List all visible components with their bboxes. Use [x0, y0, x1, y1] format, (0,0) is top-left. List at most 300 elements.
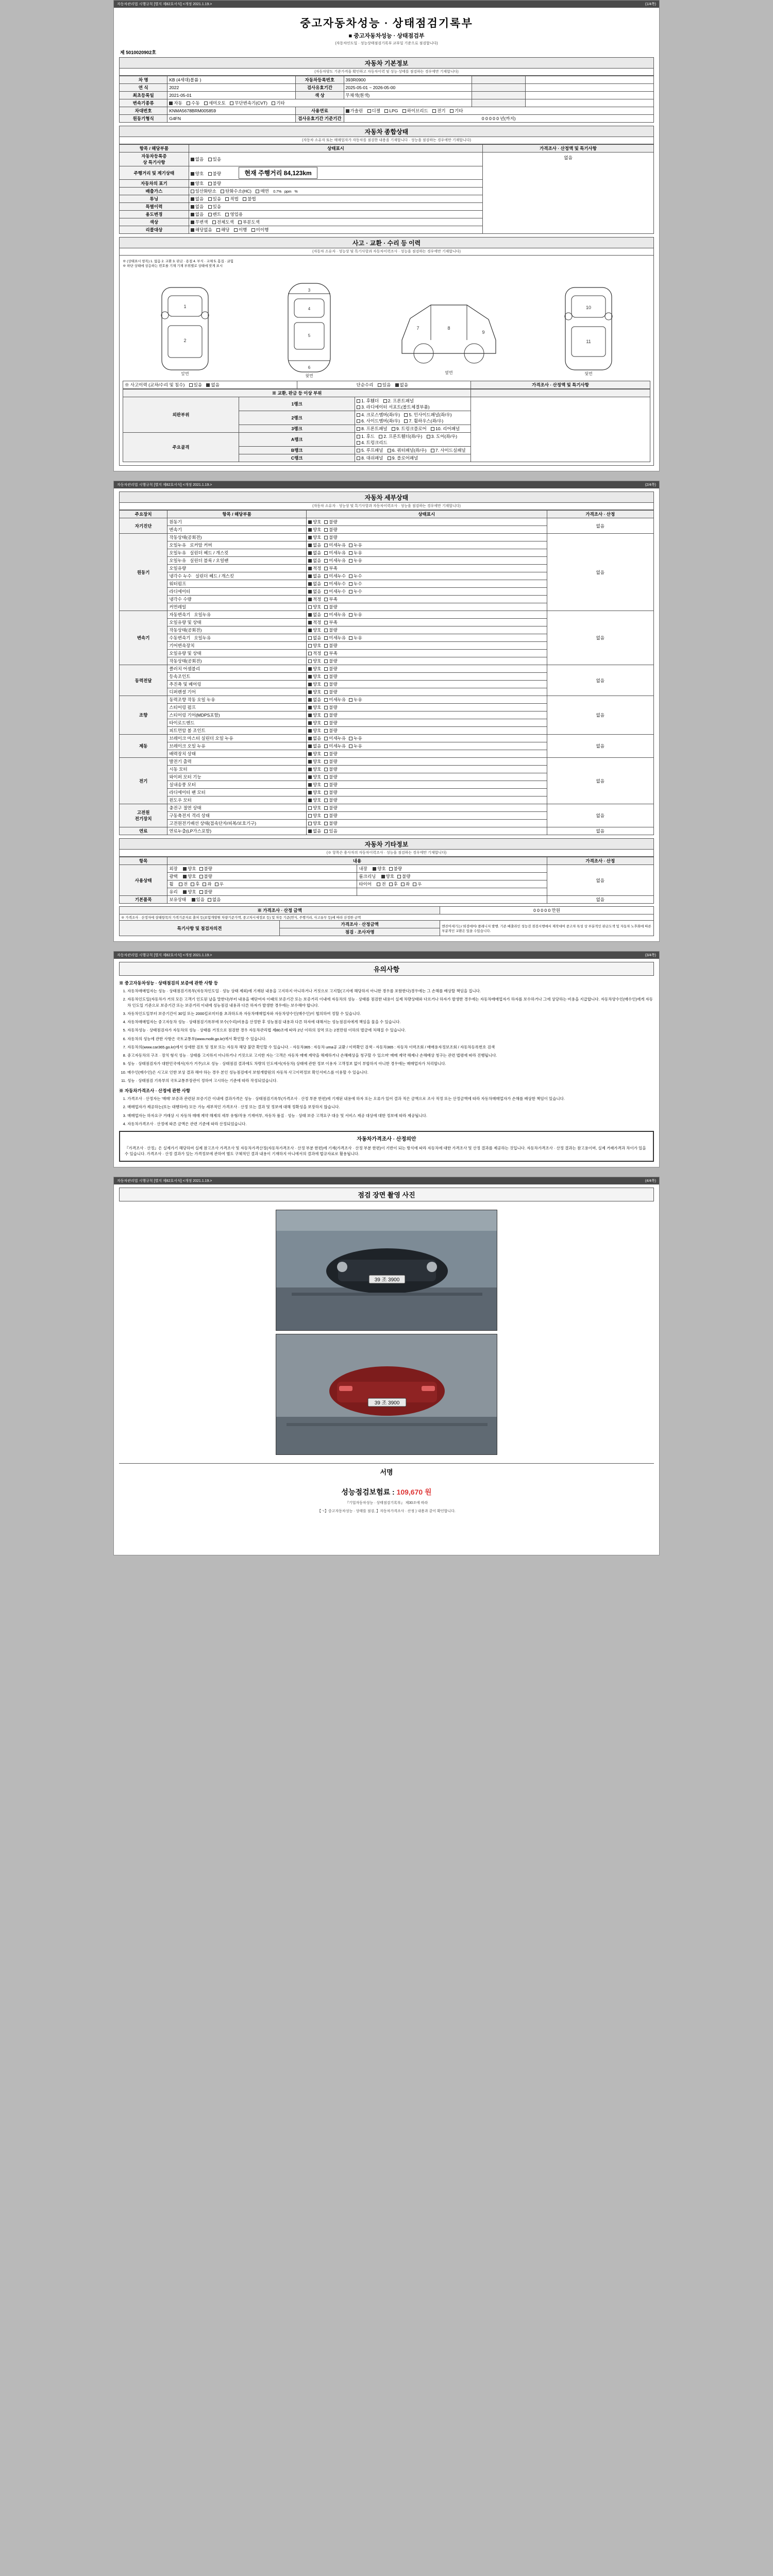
value-fuel	[344, 107, 653, 115]
checkbox-pa-bad[interactable]: 불량	[324, 727, 337, 734]
state-oil-rocker	[306, 541, 547, 549]
checkbox-hw-good[interactable]: 양호	[308, 820, 321, 826]
checkbox-chead-none[interactable]: 없음	[308, 573, 321, 579]
checkbox-frame-1[interactable]: 1. 후드	[357, 433, 375, 439]
price-summary-note: ※ 가격조사 · 산정자에 상태항목의 가격기준자료 출처 등(보험개발원 차량기준가액, 중고차시세정보 등) 및 차등 기준(연식, 주행거리, 사고유무 등)에 따라 산정한 금액	[120, 914, 654, 921]
state-hv-wiring	[306, 820, 547, 827]
rank-1-items	[355, 397, 471, 411]
checkbox-atl-ok[interactable]: 적정	[308, 619, 321, 625]
plate-text-rear: 39 조 3900	[374, 1400, 400, 1406]
notice-list-2	[119, 1096, 654, 1127]
page-1	[113, 0, 660, 471]
checkbox-wi-bad[interactable]: 불량	[324, 774, 337, 780]
checkbox-history-none[interactable]: 없음	[191, 204, 204, 210]
checkbox-accident-no[interactable]: 없음	[206, 382, 219, 388]
checkbox-simple-no[interactable]: 없음	[395, 382, 408, 388]
checkbox-diff-bad[interactable]: 불량	[324, 689, 337, 695]
checkbox-trans-diag-good[interactable]: 양호	[308, 527, 321, 533]
page-topbar	[114, 1, 659, 8]
checkbox-part-5[interactable]: 5. 인사이드패널(좌/우)	[404, 412, 451, 418]
page-4	[113, 1177, 660, 1555]
state-steering-pump	[306, 704, 547, 711]
value-vin: KNMA5678BRM005859	[167, 107, 296, 115]
checkbox-wp-fine[interactable]: 미세누수	[324, 581, 346, 587]
checkbox-cv-bad[interactable]: 불량	[324, 673, 337, 680]
group-exterior-panel: 외판부위	[123, 397, 239, 433]
item-glass-blank	[357, 888, 547, 896]
row-label-special-history: 특별이력	[120, 203, 189, 211]
checkbox-alt-bad[interactable]: 불량	[324, 758, 337, 765]
checkbox-recall-na[interactable]: 해당없음	[191, 227, 212, 233]
checkbox-clutch-good[interactable]: 양호	[308, 666, 321, 672]
label-fuel: 사용연료	[296, 107, 344, 115]
checkbox-usage-business[interactable]: 영업용	[225, 211, 243, 217]
etc-info-table	[119, 857, 654, 904]
group-usage: 사용상태	[120, 865, 167, 896]
checkbox-mileage-good[interactable]: 양호	[191, 171, 204, 177]
checkbox-trans-diag-bad[interactable]: 불량	[324, 527, 337, 533]
group-transmission: 변속기	[120, 611, 167, 665]
checkbox-fl-none[interactable]: 없음	[308, 828, 321, 834]
item-glass: 유리 양호 불량	[167, 888, 357, 896]
car-diagram-front	[146, 278, 224, 379]
checkbox-fuel-diesel[interactable]: 디젤	[367, 108, 380, 114]
checkbox-cr-bad[interactable]: 불량	[324, 604, 337, 610]
checkbox-part-10[interactable]: 10. 리어패널	[431, 426, 460, 432]
checkbox-fl-yes[interactable]: 있음	[324, 828, 337, 834]
checkbox-at-none[interactable]: 없음	[308, 612, 321, 618]
checkbox-st-bad[interactable]: 불량	[324, 766, 337, 772]
checkbox-cp-good[interactable]: 양호	[308, 805, 321, 811]
label-std-period: 검사유효기간 기준기간	[296, 115, 344, 123]
checkbox-fuel-gasoline[interactable]: 가솔린	[346, 108, 363, 114]
checkbox-history-yes[interactable]: 있음	[208, 204, 221, 210]
notice-item: 3. 자동차인도일부터 보증기간이 30일 또는 2000킬로미터를 초과하도록 자동차매매업자와 자동차양수인(매수인)이 협의하여 정할 수 있습니다.	[127, 1011, 654, 1016]
state-clutch	[306, 665, 547, 673]
state-coolant-head	[306, 572, 547, 580]
label-blank3	[472, 92, 526, 99]
checkbox-engine-diag-good[interactable]: 양호	[308, 519, 321, 525]
item-roomcleaning: 룸크리닝 양호 불량	[357, 873, 547, 880]
checkbox-frame-5[interactable]: 5. 루프패널	[357, 447, 383, 453]
checkbox-wp-leak[interactable]: 누수	[349, 581, 362, 587]
item-gloss: 광택 양호 불량	[167, 873, 357, 880]
checkbox-diff-good[interactable]: 양호	[308, 689, 321, 695]
svg-text:7: 7	[416, 326, 419, 331]
table-row	[120, 115, 654, 123]
checkbox-bo-none[interactable]: 없음	[308, 743, 321, 749]
value-year: 2022	[167, 84, 296, 92]
checkbox-ds-bad[interactable]: 불량	[324, 681, 337, 687]
checkbox-sp-good[interactable]: 양호	[308, 704, 321, 710]
checkbox-tuning-none[interactable]: 없음	[191, 196, 204, 202]
checkbox-cv-good[interactable]: 양호	[308, 673, 321, 680]
checkbox-rocker-fine[interactable]: 미세누유	[324, 542, 346, 548]
checkbox-part-1[interactable]: 1. 후휀더	[357, 398, 379, 404]
svg-text:6: 6	[308, 365, 310, 370]
state-at-leak	[306, 611, 547, 619]
table-row	[123, 389, 650, 397]
diagram-note-1: ※ (상태표시 항목) 1. 없음 2. 교환 3. 판금 · 용접 4. 부식 · 교체 5. 흠집 · 긁힘	[123, 260, 234, 263]
item-coolant-head: 냉각수 누수 실린더 헤드 / 개스킷	[167, 572, 307, 580]
table-row	[120, 865, 654, 873]
table-row	[123, 397, 650, 411]
checkbox-wheel-f[interactable]: 전	[179, 881, 188, 887]
checkbox-emission-smoke[interactable]: 매연	[256, 188, 268, 194]
notice-heading-1: ※ 중고자동차성능 · 상태점검의 보증에 관한 사항 등	[119, 980, 219, 986]
value-blank4	[526, 99, 654, 107]
notice-heading-2: ※ 자동차가격조사 · 산정에 관한 사항	[119, 1088, 191, 1093]
checkbox-at-leak[interactable]: 누유	[349, 612, 362, 618]
rank-2: 2랭크	[239, 411, 355, 425]
state-idle	[306, 534, 547, 541]
basic-info-table	[119, 76, 654, 123]
checkbox-mileage-bad[interactable]: 불량	[208, 171, 221, 177]
checkbox-alt-good[interactable]: 양호	[308, 758, 321, 765]
table-header-row	[120, 857, 654, 865]
svg-text:옆면: 옆면	[444, 370, 453, 375]
checkbox-bo-leak[interactable]: 누유	[349, 743, 362, 749]
item-pitman: 피트먼암 볼 조인트	[167, 727, 307, 735]
checkbox-chead-fine[interactable]: 미세누수	[324, 573, 346, 579]
item-idle: 작동상태(공회전)	[167, 534, 307, 541]
checkbox-tr-bad[interactable]: 불량	[324, 720, 337, 726]
checkbox-vin-ok[interactable]: 양호	[191, 180, 204, 187]
checkbox-ati-good[interactable]: 양호	[308, 627, 321, 633]
checkbox-docnote-yes[interactable]: 있음	[208, 156, 221, 162]
item-mt-level: 오일유량 및 상태	[167, 650, 307, 657]
notice-item: 4. 자동차매매업자는 중고자동차 성능 · 상태점검기록부에 보수(수리)비용을 산정한 후 성능점검 내용과 다른 하자에 대해서는 성능점검자에게 책임을 물을 수 있습니다.	[127, 1019, 654, 1025]
checkbox-wheel-l[interactable]: 좌	[203, 881, 211, 887]
checkbox-rf-good[interactable]: 양호	[308, 789, 321, 795]
group-engine: 원동기	[120, 534, 167, 611]
checkbox-simple-yes[interactable]: 있음	[378, 382, 391, 388]
checkbox-transmission-cvt[interactable]: 무단변속기(CVT)	[230, 100, 267, 106]
value-engine-type: G4FN	[167, 115, 296, 123]
state-driveshaft	[306, 681, 547, 688]
checkbox-fuel-hybrid[interactable]: 하이브리드	[402, 108, 428, 114]
checkbox-recall-done[interactable]: 이행	[234, 227, 247, 233]
checkbox-coolant-ok[interactable]: 적정	[308, 596, 321, 602]
checkbox-hold-no[interactable]: 없음	[208, 896, 221, 903]
checkbox-part-3[interactable]: 3. 라디에이터 서포트(볼트체결부품)	[357, 404, 429, 410]
doc-subtitle: ■ 중고자동차성능 · 상태점검부	[348, 33, 425, 39]
group-self-diagnosis: 자기진단	[120, 518, 167, 534]
checkbox-rocker-none[interactable]: 없음	[308, 542, 321, 548]
notice-item-2: 1. 가격조사 · 산정자는 '매매' 보증과 관련된 보증기간 이내에 결과가격은 성능 · 상태점검기록부(가격조사 · 산정 부분 한편)에 기재된 내용에 하자 또는 오류가 있어 결과 적은 금액으로 조사 적정 또는 산정금액에 따라 자동차매매업자가 손해를 배상한 책임이 있습니다.	[127, 1096, 654, 1101]
checkbox-mg-bad[interactable]: 불량	[324, 642, 337, 649]
price-brake: 없음	[547, 735, 653, 758]
state-mt-level	[306, 650, 547, 657]
form-legal-ref-4: 자동차관리법 시행규칙 [별지 제82호서식] <개정 2021.1.19.>	[117, 1179, 212, 1183]
checkbox-bs-bad[interactable]: 불량	[324, 751, 337, 757]
checkbox-frame-2[interactable]: 2. 프론트휀더(좌/우)	[379, 433, 422, 439]
price-assessment-note-title: 자동차가격조사 · 산정의안	[357, 1137, 416, 1142]
price-self-diagnosis: 없음	[547, 518, 653, 534]
checkbox-oil-low[interactable]: 부족	[324, 565, 337, 571]
checkbox-hb-good[interactable]: 양호	[308, 812, 321, 819]
row-state-color	[189, 218, 482, 226]
accident-diagram-box	[119, 256, 654, 466]
col-etc-group: 항목	[120, 857, 167, 865]
document-number: 제 5010020902호	[120, 50, 156, 55]
checkbox-block-none[interactable]: 없음	[308, 557, 321, 564]
checkbox-head-leak[interactable]: 누유	[349, 550, 362, 556]
checkbox-recall-undone[interactable]: 미이행	[251, 227, 269, 233]
checkbox-fuel-ev[interactable]: 전기	[432, 108, 445, 114]
form-legal-ref-3: 자동차관리법 시행규칙 [별지 제82호서식] <개정 2021.1.19.>	[117, 954, 212, 957]
checkbox-part-4[interactable]: 4. 크로스멤버(좌/우)	[357, 412, 400, 418]
checkbox-ext-good[interactable]: 양호	[183, 866, 196, 872]
checkbox-bl-bad[interactable]: 불량	[324, 782, 337, 788]
item-at-idle: 작동상태(공회전)	[167, 626, 307, 634]
label-inspection-period: 검사유효기간	[296, 84, 344, 92]
checkbox-coolant-low[interactable]: 부족	[324, 596, 337, 602]
checkbox-tr-good[interactable]: 양호	[308, 720, 321, 726]
page-topbar-3	[114, 952, 659, 959]
checkbox-hw-bad[interactable]: 불량	[324, 820, 337, 826]
checkbox-frame-6[interactable]: 6. 쿼터패널(좌/우)	[388, 447, 427, 453]
table-row	[123, 381, 650, 389]
checkbox-rad-leak[interactable]: 누수	[349, 588, 362, 595]
checkbox-fuel-lpg[interactable]: LPG	[384, 108, 398, 113]
price-steering: 없음	[547, 696, 653, 735]
checkbox-rocker-leak[interactable]: 누유	[349, 542, 362, 548]
checkbox-engine-diag-bad[interactable]: 불량	[324, 519, 337, 525]
row-state-mileage	[189, 166, 482, 180]
checkbox-mtl-ok[interactable]: 적정	[308, 650, 321, 656]
notice-item: 10. 매수인(매수인)은 시고로 인한 보상 결과 해야 하는 경우 본인 성능점검에서 보험개발원의 자동차 사고이력정보 확인서비스를 이용할 수 있습니다.	[127, 1070, 654, 1075]
checkbox-int-good[interactable]: 양호	[373, 866, 385, 872]
checkbox-mti-good[interactable]: 양호	[308, 658, 321, 664]
checkbox-head-fine[interactable]: 미세누유	[324, 550, 346, 556]
checkbox-part-6[interactable]: 6. 사이드멤버(좌/우)	[357, 418, 400, 424]
value-reg-number: 393R0900	[344, 76, 472, 84]
group-electric: 전기	[120, 758, 167, 804]
checkbox-tire-f[interactable]: 전	[377, 881, 385, 887]
checkbox-part-8[interactable]: 8. 프론트패널	[357, 426, 388, 432]
checkbox-st-good[interactable]: 양호	[308, 766, 321, 772]
row-label-recall: 리콜대상	[120, 226, 189, 234]
price-assessment-note-text: 『가격조사 · 산정』은 실제가기 해당하여 실제 참고조사 가격조사 및 자동차가격산정(자동차가격조사 · 산정 부분 한편)에 기재(가격조사 · 산정 부분 한편)이 기반이 되는 방식에 따라 자동차에 대한 가격조사 및 산정 결과를 제공하는 것입니다. 자동차가격조사 · 산정 결과는 참고용이며, 실제 거래가격과 차이가 있을 수 있습니다. 가격조사 · 산정 결과가 있는 가격정보에 관하여 별도 구체적인 결과 내용이 기재하지 아니에서의 결과에 법규자료로 활용됩니다.	[125, 1146, 646, 1157]
section-header-detail: 자동차 세부상태	[119, 492, 654, 503]
col-item: 항목 / 해당부품	[120, 145, 189, 152]
item-fuel-leak: 연료누출(LP가스포함)	[167, 827, 307, 835]
checkbox-wp-none[interactable]: 없음	[308, 581, 321, 587]
checkbox-tuning-yes[interactable]: 있음	[208, 196, 221, 202]
checkbox-ds-good[interactable]: 양호	[308, 681, 321, 687]
checkbox-accident-yes[interactable]: 있음	[189, 382, 202, 388]
checkbox-frame-9[interactable]: 9. 플로어패널	[388, 455, 418, 461]
checkbox-color-none[interactable]: 무변색	[191, 219, 208, 225]
checkbox-mt-fine[interactable]: 미세누유	[324, 635, 346, 641]
checkbox-frame-7[interactable]: 7. 사이드실패널	[431, 447, 466, 453]
checkbox-mg-good[interactable]: 양호	[308, 642, 321, 649]
checkbox-head-none[interactable]: 없음	[308, 550, 321, 556]
checkbox-int-bad[interactable]: 불량	[389, 866, 402, 872]
cell-accident-history	[123, 381, 297, 389]
checkbox-bl-good[interactable]: 양호	[308, 782, 321, 788]
checkbox-transmission-semi[interactable]: 세미오토	[204, 100, 226, 106]
checkbox-frame-3[interactable]: 3. 도어(좌/우)	[427, 433, 457, 439]
checkbox-idle-good[interactable]: 양호	[308, 534, 321, 540]
checkbox-tire-rt[interactable]: 우	[413, 881, 422, 887]
checkbox-at-fine[interactable]: 미세누유	[324, 612, 346, 618]
checkbox-tuning-illegal[interactable]: 불법	[243, 196, 256, 202]
svg-text:4: 4	[308, 307, 310, 311]
checkbox-wheel-r[interactable]: 후	[191, 881, 199, 887]
checkbox-cr-good[interactable]: 양호	[308, 604, 321, 610]
checkbox-mt-leak[interactable]: 누유	[349, 635, 362, 641]
item-commonrail: 커먼레일	[167, 603, 307, 611]
price-basic-items: 없음	[547, 896, 653, 904]
checkbox-bs-good[interactable]: 양호	[308, 751, 321, 757]
checkbox-ps-none[interactable]: 없음	[308, 697, 321, 703]
car-diagram-row	[123, 268, 650, 379]
item-steering-gear: 스티어링 기어(MDPS포함)	[167, 711, 307, 719]
checkbox-tuning-legal[interactable]: 적법	[225, 196, 238, 202]
checkbox-part-9[interactable]: 9. 트렁크플로어	[392, 426, 427, 432]
state-booster	[306, 750, 547, 758]
checkbox-docnote-none[interactable]: 없음	[191, 156, 204, 162]
section-subtext-basic: (자동차양도 기준가격을 확인하고 자동차이력 및 성능·상태를 점검하는 경우에만 기재합니다)	[119, 69, 654, 76]
checkbox-vin-bad[interactable]: 불량	[208, 180, 221, 187]
checkbox-transmission-auto[interactable]: 자동	[169, 100, 182, 106]
photo-rear-svg	[276, 1334, 497, 1455]
checkbox-mc-leak[interactable]: 누유	[349, 735, 362, 741]
item-ps-leak: 동력조향 작동 오일 누유	[167, 696, 307, 704]
item-oil-level: 오일유량	[167, 565, 307, 572]
state-radfan	[306, 789, 547, 796]
section-header-basic: 자동차 기본정보	[119, 57, 654, 69]
checkbox-ati-bad[interactable]: 불량	[324, 627, 337, 633]
item-oil-head: 오일누유 실린더 헤드 / 개스킷	[167, 549, 307, 557]
checkbox-part-2[interactable]: 2. 프론트패널	[383, 398, 414, 404]
checkbox-transmission-etc[interactable]: 기타	[272, 100, 284, 106]
label-special-note: 특기사항 및 점검자의견	[120, 921, 280, 936]
checkbox-sg-bad[interactable]: 불량	[324, 712, 337, 718]
checkbox-chead-leak[interactable]: 누수	[349, 573, 362, 579]
checkbox-emission-co[interactable]: 일산화탄소	[191, 188, 216, 194]
table-row	[120, 804, 654, 812]
item-tierod: 타이로드엔드	[167, 719, 307, 727]
col-etc-content: 내용	[167, 857, 547, 865]
state-fuel-leak	[306, 827, 547, 835]
checkbox-wm-bad[interactable]: 불량	[324, 797, 337, 803]
checkbox-oil-ok[interactable]: 적정	[308, 565, 321, 571]
price-electric: 없음	[547, 758, 653, 804]
state-trans-diag	[306, 526, 547, 534]
checkbox-mtl-low[interactable]: 부족	[324, 650, 337, 656]
checkbox-color-partial[interactable]: 부분도색	[238, 219, 260, 225]
checkbox-mt-none[interactable]: 없음	[308, 635, 321, 641]
checkbox-atl-low[interactable]: 부족	[324, 619, 337, 625]
checkbox-tire-l[interactable]: 좌	[401, 881, 410, 887]
checkbox-frame-4[interactable]: 4. 트렁크리드	[357, 439, 388, 446]
checkbox-sp-bad[interactable]: 불량	[324, 704, 337, 710]
item-booster: 배력장치 상태	[167, 750, 307, 758]
checkbox-gloss-bad[interactable]: 불량	[199, 873, 212, 879]
checkbox-rad-fine[interactable]: 미세누수	[324, 588, 346, 595]
checkbox-fuel-etc[interactable]: 기타	[450, 108, 463, 114]
item-interior: 내장 양호 불량	[357, 865, 547, 873]
checkbox-bo-fine[interactable]: 미세누유	[324, 743, 346, 749]
checkbox-ext-bad[interactable]: 불량	[199, 866, 212, 872]
checkbox-part-7[interactable]: 7. 휠하우스(좌/우)	[404, 418, 443, 424]
checkbox-transmission-manual[interactable]: 수동	[187, 100, 199, 106]
checkbox-rc-bad[interactable]: 불량	[397, 873, 410, 879]
checkbox-rc-good[interactable]: 양호	[381, 873, 394, 879]
checkbox-recall-yes[interactable]: 해당	[216, 227, 229, 233]
checkbox-hold-yes[interactable]: 있음	[192, 896, 205, 903]
checkbox-usage-none[interactable]: 없음	[191, 211, 204, 217]
page-topbar-2	[114, 481, 659, 488]
value-transmission	[167, 99, 472, 107]
item-radiator: 라디에이터	[167, 588, 307, 596]
signature-area[interactable]	[119, 1514, 654, 1550]
row-label-doc-note: 자동차등록증 상 특기사항	[120, 152, 189, 166]
checkbox-cp-bad[interactable]: 불량	[324, 805, 337, 811]
rank-b-items	[355, 447, 471, 454]
parts-price-header	[471, 389, 650, 397]
checkbox-ps-leak[interactable]: 누유	[349, 697, 362, 703]
table-row	[120, 76, 654, 84]
checkbox-rad-none[interactable]: 없음	[308, 588, 321, 595]
table-row	[120, 107, 654, 115]
checkbox-wheel-rt[interactable]: 우	[215, 881, 224, 887]
checkbox-clutch-bad[interactable]: 불량	[324, 666, 337, 672]
checkbox-mc-none[interactable]: 없음	[308, 735, 321, 741]
checkbox-emission-hc[interactable]: 탄화수소(HC)	[221, 188, 251, 194]
checkbox-glass-good[interactable]: 양호	[183, 889, 196, 895]
checkbox-wm-good[interactable]: 양호	[308, 797, 321, 803]
checkbox-block-fine[interactable]: 미세누유	[324, 557, 346, 564]
checkbox-glass-bad[interactable]: 불량	[199, 889, 212, 895]
checkbox-hb-bad[interactable]: 불량	[324, 812, 337, 819]
insurance-fee-line	[119, 1487, 654, 1497]
table-row	[120, 827, 654, 835]
checkbox-wi-good[interactable]: 양호	[308, 774, 321, 780]
checkbox-pa-good[interactable]: 양호	[308, 727, 321, 734]
notice-item: 7. 자동차의(www.car365.go.kr)에서 상세한 검토 및 정보 또는 자동차 해당 불만 확인할 수 있습니다. - 자동차365 : 자동차 uma공 교환 / 이력확인 검색 - 자동차365 : 자동차 이력조회 / 매매용자정보조회 / 자동차등록번호 검색	[127, 1044, 654, 1050]
item-driveshaft: 추진축 및 베어링	[167, 681, 307, 688]
checkbox-sg-good[interactable]: 양호	[308, 712, 321, 718]
checkbox-block-leak[interactable]: 누유	[349, 557, 362, 564]
section-header-etc: 자동차 기타정보	[119, 838, 654, 850]
checkbox-ps-fine[interactable]: 미세누유	[324, 697, 346, 703]
price-fuel: 없음	[547, 827, 653, 835]
notice-item-2: 4. 자동차가격조사 · 산정에 따른 금액은 관련 기준에 따라 산정되었습니다.	[127, 1121, 654, 1127]
checkbox-rf-bad[interactable]: 불량	[324, 789, 337, 795]
checkbox-color-full[interactable]: 전체도색	[212, 219, 234, 225]
notice-item: 9. 성능 · 상태점검자가 대한민국에서(자가 거주)으로 성능 · 상태점검 결과에도 차량의 인도에서(자동차) 상태에 관한 정보 이용자 고객정보 없이 부합하지 아니한 경우에는 매매업자가 처리합니다.	[127, 1061, 654, 1066]
state-oil-block	[306, 557, 547, 565]
checkbox-usage-rental[interactable]: 렌트	[208, 211, 221, 217]
checkbox-mti-bad[interactable]: 불량	[324, 658, 337, 664]
checkbox-gloss-good[interactable]: 양호	[183, 873, 196, 879]
checkbox-idle-bad[interactable]: 불량	[324, 534, 337, 540]
checkbox-mc-fine[interactable]: 미세누유	[324, 735, 346, 741]
checkbox-tire-r[interactable]: 후	[389, 881, 398, 887]
checkbox-frame-8[interactable]: 8. 대쉬패널	[357, 455, 383, 461]
svg-text:8: 8	[447, 326, 450, 331]
table-row	[120, 92, 654, 99]
state-charge-port	[306, 804, 547, 812]
svg-text:앞면: 앞면	[180, 371, 189, 376]
signature-footer-2: 【ㄱ】중고자동차성능 · 상태를 점검, 】자동차가격조사 · 산정 ) 내용과 같이 확인합니다.	[317, 1509, 456, 1513]
price-hv: 없음	[547, 804, 653, 827]
diagram-note-2: ※ 하단 상태에 상응하는 번호를 기재 기재 부위별로 상태에 맞게 표시	[123, 264, 223, 268]
